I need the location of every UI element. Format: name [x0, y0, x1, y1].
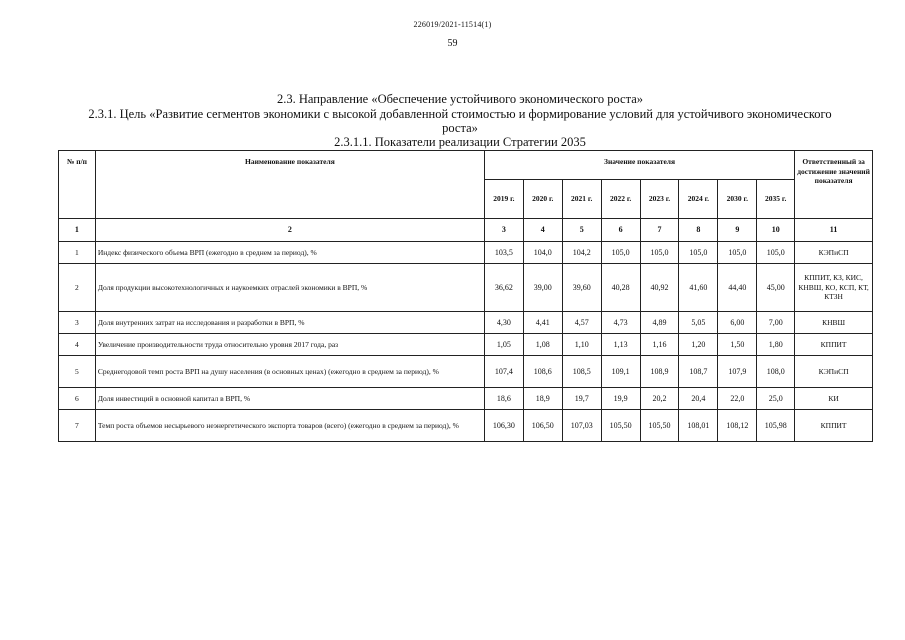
value-cell: 19,7	[562, 388, 601, 410]
value-cell: 108,12	[718, 410, 757, 442]
column-number: 8	[679, 219, 718, 242]
responsible-cell: КНВШ	[795, 312, 873, 334]
column-number: 9	[718, 219, 757, 242]
value-cell: 4,41	[523, 312, 562, 334]
indicator-name-cell: Доля внутренних затрат на исследования и разработки в ВРП, %	[95, 312, 484, 334]
value-cell: 107,4	[484, 356, 523, 388]
value-cell: 7,00	[757, 312, 795, 334]
value-cell: 41,60	[679, 264, 718, 312]
row-number-cell: 3	[59, 312, 96, 334]
value-cell: 106,50	[523, 410, 562, 442]
column-number: 2	[95, 219, 484, 242]
value-cell: 39,00	[523, 264, 562, 312]
responsible-cell: КИ	[795, 388, 873, 410]
row-number-cell: 2	[59, 264, 96, 312]
value-cell: 108,7	[679, 356, 718, 388]
year-header: 2021 г.	[562, 180, 601, 219]
value-cell: 103,5	[484, 242, 523, 264]
indicator-name-cell: Доля инвестиций в основной капитал в ВРП, %	[95, 388, 484, 410]
value-cell: 4,57	[562, 312, 601, 334]
goal-heading	[60, 107, 860, 135]
value-cell: 108,0	[757, 356, 795, 388]
year-header: 2030 г.	[718, 180, 757, 219]
table-row	[59, 264, 873, 312]
value-cell: 105,50	[640, 410, 679, 442]
year-header: 2022 г.	[601, 180, 640, 219]
table-row	[59, 312, 873, 334]
value-cell: 5,05	[679, 312, 718, 334]
responsible-cell: КППИТ	[795, 334, 873, 356]
value-cell: 4,89	[640, 312, 679, 334]
row-number-cell: 5	[59, 356, 96, 388]
column-number: 3	[484, 219, 523, 242]
direction-heading: 2.3. Направление «Обеспечение устойчивого экономического роста»	[276, 92, 643, 106]
value-cell: 108,5	[562, 356, 601, 388]
indicator-name-cell: Индекс физического объема ВРП (ежегодно в среднем за период), %	[95, 242, 484, 264]
value-cell: 1,08	[523, 334, 562, 356]
value-cell: 4,30	[484, 312, 523, 334]
year-header: 2020 г.	[523, 180, 562, 219]
value-cell: 1,13	[601, 334, 640, 356]
value-cell: 109,1	[601, 356, 640, 388]
value-cell: 1,05	[484, 334, 523, 356]
indicator-name-cell: Среднегодовой темп роста ВРП на душу населения (в основных ценах) (ежегодно в среднем за период), %	[95, 356, 484, 388]
row-number-cell: 1	[59, 242, 96, 264]
value-cell: 105,0	[757, 242, 795, 264]
goal-heading-line-2: роста»	[442, 121, 478, 135]
value-cell: 108,6	[523, 356, 562, 388]
value-cell: 36,62	[484, 264, 523, 312]
value-cell: 1,10	[562, 334, 601, 356]
value-cell: 105,50	[601, 410, 640, 442]
table-header-row	[59, 151, 873, 180]
column-number: 7	[640, 219, 679, 242]
page-number: 59	[447, 38, 458, 49]
indicator-name-cell: Доля продукции высокотехнологичных и наукоемких отраслей экономики в ВРП, %	[95, 264, 484, 312]
value-cell: 104,2	[562, 242, 601, 264]
value-cell: 39,60	[562, 264, 601, 312]
value-cell: 25,0	[757, 388, 795, 410]
value-cell: 105,0	[679, 242, 718, 264]
col-name-header: Наименование показателя	[95, 151, 484, 219]
value-cell: 20,2	[640, 388, 679, 410]
value-cell: 1,50	[718, 334, 757, 356]
document-number: 226019/2021-11514(1)	[413, 20, 492, 29]
indicators-table	[58, 150, 873, 442]
value-cell: 1,80	[757, 334, 795, 356]
value-cell: 1,20	[679, 334, 718, 356]
col-responsible-header: Ответственный за достижение значений показателя	[795, 151, 873, 219]
value-cell: 105,0	[640, 242, 679, 264]
column-number: 5	[562, 219, 601, 242]
value-cell: 22,0	[718, 388, 757, 410]
responsible-cell: КЭПиСП	[795, 356, 873, 388]
year-header: 2024 г.	[679, 180, 718, 219]
column-number: 11	[795, 219, 873, 242]
value-cell: 18,6	[484, 388, 523, 410]
responsible-cell: КППИТ, КЗ, КИС, КНВШ, КО, КСП, КТ, КТЗН	[795, 264, 873, 312]
year-header: 2035 г.	[757, 180, 795, 219]
value-cell: 40,28	[601, 264, 640, 312]
indicator-name-cell: Темп роста объемов несырьевого неэнергетического экспорта товаров (всего) (ежегодно в среднем за период), %	[95, 410, 484, 442]
value-cell: 40,92	[640, 264, 679, 312]
year-header: 2019 г.	[484, 180, 523, 219]
value-cell: 20,4	[679, 388, 718, 410]
table-row	[59, 410, 873, 442]
col-num-header: № п/п	[59, 151, 96, 219]
value-cell: 45,00	[757, 264, 795, 312]
column-number: 10	[757, 219, 795, 242]
year-header: 2023 г.	[640, 180, 679, 219]
indicator-name-cell: Увеличение производительности труда относительно уровня 2017 года, раз	[95, 334, 484, 356]
table-row	[59, 388, 873, 410]
table-row	[59, 242, 873, 264]
row-number-cell: 7	[59, 410, 96, 442]
col-values-header: Значение показателя	[484, 151, 794, 180]
value-cell: 44,40	[718, 264, 757, 312]
value-cell: 1,16	[640, 334, 679, 356]
responsible-cell: КППИТ	[795, 410, 873, 442]
value-cell: 6,00	[718, 312, 757, 334]
responsible-cell: КЭПиСП	[795, 242, 873, 264]
row-number-cell: 4	[59, 334, 96, 356]
value-cell: 105,0	[718, 242, 757, 264]
value-cell: 107,9	[718, 356, 757, 388]
column-number: 1	[59, 219, 96, 242]
indicators-heading: 2.3.1.1. Показатели реализации Стратегии 2035	[334, 135, 586, 149]
table-row	[59, 356, 873, 388]
value-cell: 105,0	[601, 242, 640, 264]
value-cell: 108,01	[679, 410, 718, 442]
value-cell: 104,0	[523, 242, 562, 264]
value-cell: 107,03	[562, 410, 601, 442]
value-cell: 4,73	[601, 312, 640, 334]
value-cell: 106,30	[484, 410, 523, 442]
value-cell: 18,9	[523, 388, 562, 410]
value-cell: 105,98	[757, 410, 795, 442]
row-number-cell: 6	[59, 388, 96, 410]
table-row	[59, 334, 873, 356]
goal-heading-line-1: 2.3.1. Цель «Развитие сегментов экономики с высокой добавленной стоимостью и формирование условий для устойчивого экономического	[88, 107, 832, 121]
column-numbers-row	[59, 219, 873, 242]
column-number: 6	[601, 219, 640, 242]
value-cell: 108,9	[640, 356, 679, 388]
value-cell: 19,9	[601, 388, 640, 410]
column-number: 4	[523, 219, 562, 242]
